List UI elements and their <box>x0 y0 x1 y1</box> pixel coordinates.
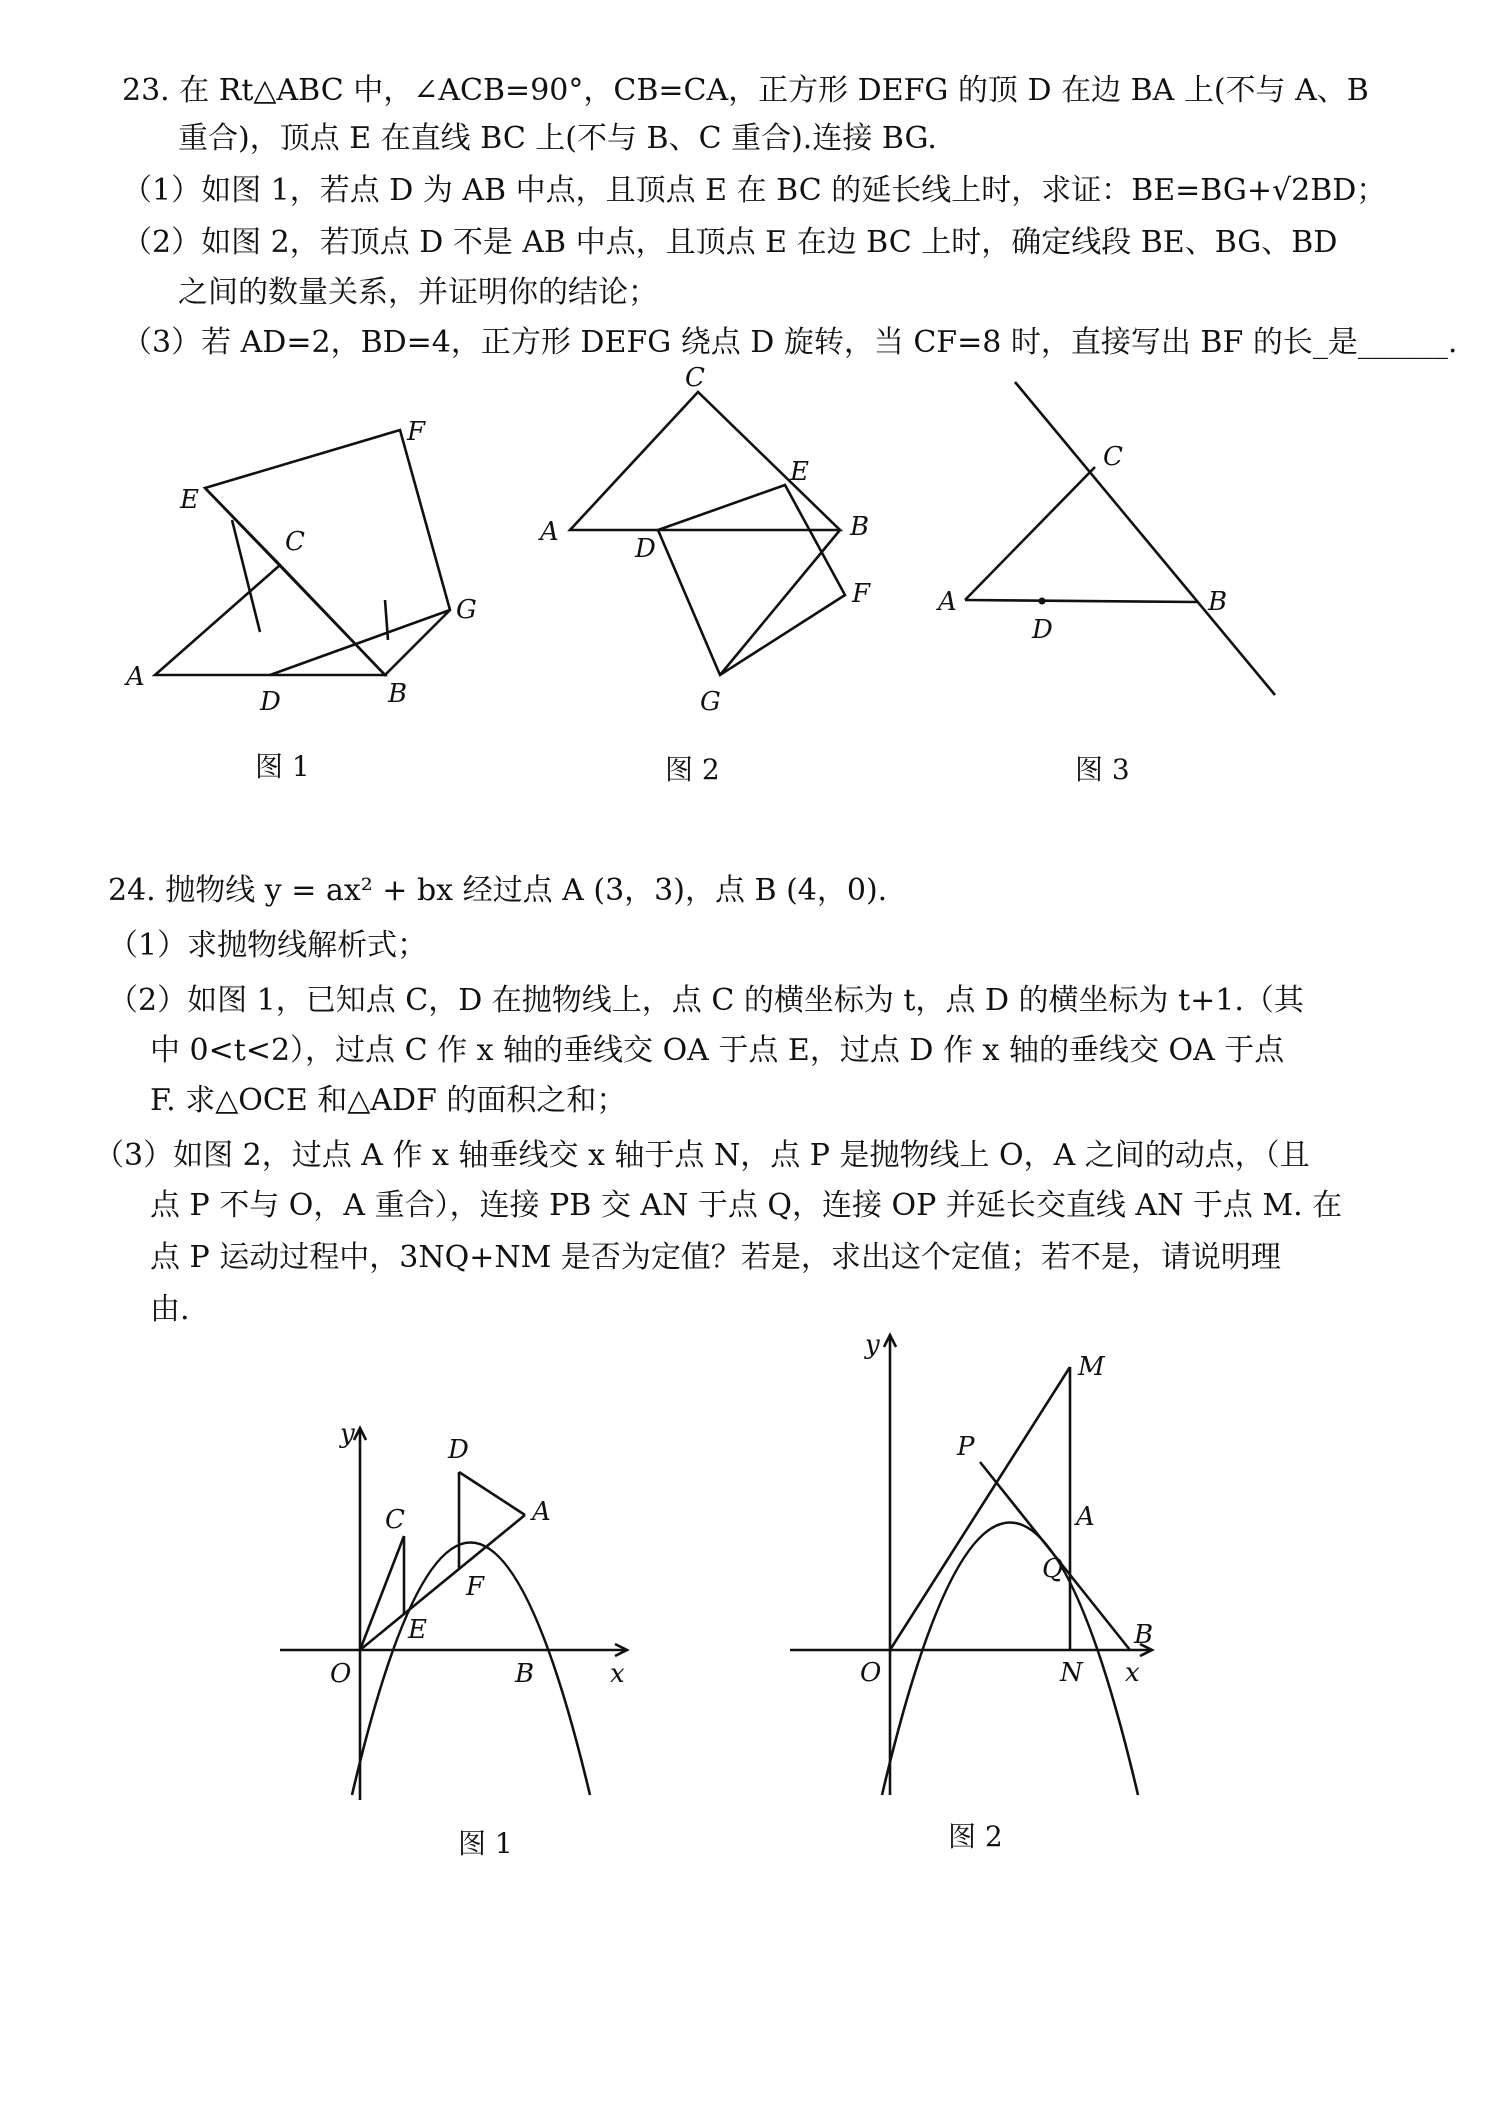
label-o: O <box>330 1659 352 1689</box>
label-e: E <box>180 485 199 515</box>
q23-line-6: （3）若 AD=2，BD=4，正方形 DEFG 绕点 D 旋转，当 CF=8 时，直接写出 BF 的长_是______. <box>122 325 1458 360</box>
label-d: D <box>635 534 656 564</box>
label-x: x <box>1125 1658 1140 1688</box>
segment-e-tick <box>232 520 260 632</box>
q24-line-7: 点 P 不与 O，A 重合），连接 PB 交 AN 于点 Q，连接 OP 并延长交直线 AN 于点 M. 在 <box>150 1188 1343 1223</box>
label-e: E <box>408 1615 427 1645</box>
q23-line-4: （2）如图 2，若顶点 D 不是 AB 中点，且顶点 E 在边 BC 上时，确定线段 BE、BG、BD <box>122 225 1338 260</box>
segment-bg <box>720 530 840 675</box>
triangle-abc <box>155 565 385 675</box>
label-y: y <box>340 1419 355 1449</box>
label-b: B <box>1134 1620 1154 1650</box>
q23-figure-2 <box>540 363 880 730</box>
label-d: D <box>260 687 281 717</box>
q24-line-2: （1）求抛物线解析式； <box>108 928 428 963</box>
q24-line-6: （3）如图 2，过点 A 作 x 轴垂线交 x 轴于点 N，点 P 是抛物线上 O，A 之间的动点，（且 <box>94 1138 1310 1173</box>
label-a: A <box>126 662 145 692</box>
segment-ac <box>965 467 1095 600</box>
parabola <box>882 1523 1138 1796</box>
segment-ec <box>205 488 280 565</box>
label-o: O <box>860 1658 882 1688</box>
label-m: M <box>1078 1352 1105 1382</box>
q23-line-3: （1）如图 1，若点 D 为 AB 中点，且顶点 E 在 BC 的延长线上时，求证：BE=BG+√2BD； <box>122 173 1387 208</box>
line-bc-extended <box>1015 382 1275 695</box>
q24-figure-1-caption: 图 1 <box>458 1827 513 1860</box>
q24-figure-2-caption: 图 2 <box>948 1820 1003 1853</box>
label-a: A <box>532 1497 551 1527</box>
segment-da <box>459 1472 525 1515</box>
label-c: C <box>385 1505 405 1535</box>
q23-figure-3-caption: 图 3 <box>1075 753 1130 786</box>
label-p: P <box>957 1432 975 1462</box>
label-f: F <box>852 579 871 609</box>
label-f: F <box>407 417 426 447</box>
label-b: B <box>515 1659 535 1689</box>
label-d: D <box>448 1435 469 1465</box>
label-c: C <box>285 527 305 557</box>
label-f: F <box>466 1572 485 1602</box>
square-defg <box>205 430 450 675</box>
q24-figure-2 <box>780 1325 1160 1805</box>
q24-line-3: （2）如图 1，已知点 C，D 在抛物线上，点 C 的横坐标为 t，点 D 的横坐标为 t+1.（其 <box>108 983 1304 1018</box>
label-d: D <box>1032 615 1053 645</box>
q23-figure-1-caption: 图 1 <box>255 750 310 783</box>
label-b: B <box>850 512 870 542</box>
q24-line-8: 点 P 运动过程中，3NQ+NM 是否为定值？若是，求出这个定值；若不是，请说明理 <box>150 1240 1281 1275</box>
q23-figure-1 <box>120 400 500 730</box>
label-n: N <box>1060 1658 1083 1688</box>
label-c: C <box>1103 442 1123 472</box>
q24-line-9: 由. <box>150 1292 190 1327</box>
label-x: x <box>610 1659 625 1689</box>
q23-line-1: 23. 在 Rt△ABC 中，∠ACB=90°，CB=CA，正方形 DEFG 的顶 D 在边 BA 上(不与 A、B <box>122 73 1369 108</box>
q23-line-5: 之间的数量关系，并证明你的结论； <box>178 275 658 310</box>
q24-line-1: 24. 抛物线 y = ax² + bx 经过点 A (3，3)，点 B (4，0). <box>108 873 888 908</box>
segment-ab <box>965 600 1198 602</box>
label-c: C <box>685 363 705 393</box>
q24-figure-1 <box>270 1410 640 1810</box>
label-a: A <box>540 517 559 547</box>
label-q: Q <box>1042 1554 1064 1584</box>
label-a: A <box>1076 1502 1095 1532</box>
segment-dg <box>270 610 450 675</box>
label-b: B <box>1208 587 1228 617</box>
q24-line-4: 中 0<t<2），过点 C 作 x 轴的垂线交 OA 于点 E，过点 D 作 x 轴的垂线交 OA 于点 <box>150 1033 1285 1068</box>
label-b: B <box>388 679 408 709</box>
q23-figure-2-caption: 图 2 <box>665 753 720 786</box>
point-d <box>1039 598 1046 605</box>
q23-figure-3 <box>920 370 1280 700</box>
q23-line-2: 重合)，顶点 E 在直线 BC 上(不与 B、C 重合).连接 BG. <box>178 121 937 156</box>
label-g: G <box>700 687 721 717</box>
segment-om <box>890 1367 1070 1650</box>
label-e: E <box>790 457 809 487</box>
q24-line-5: F. 求△OCE 和△ADF 的面积之和； <box>150 1083 627 1118</box>
label-y: y <box>865 1330 880 1360</box>
label-a: A <box>938 587 957 617</box>
label-g: G <box>456 595 477 625</box>
square-defg <box>658 485 845 675</box>
